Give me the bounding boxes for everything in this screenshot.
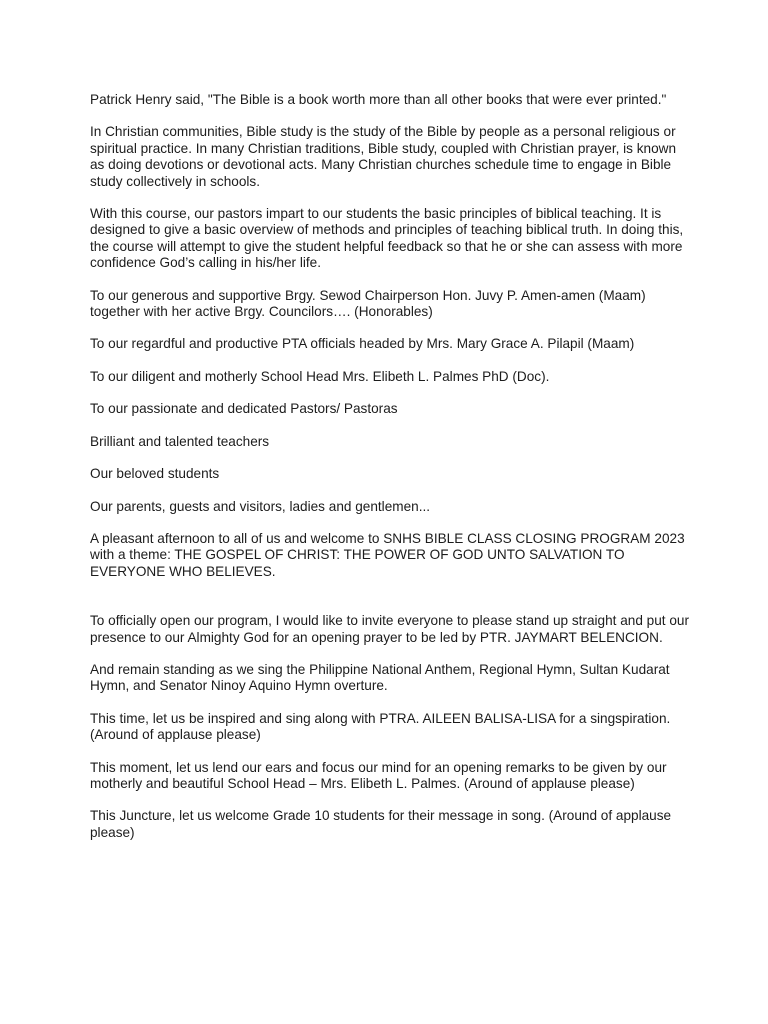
paragraph-quote: Patrick Henry said, "The Bible is a book worth more than all other books that were ever printed."	[90, 92, 667, 107]
paragraph-school-head-greeting: To our diligent and motherly School Head Mrs. Elibeth L. Palmes PhD (Doc).	[90, 368, 550, 384]
paragraph-opening-remarks: This moment, let us lend our ears and focus our mind for an opening remarks to be given by our motherly and beautiful School Head – Mrs. Elibeth L. Palmes. (Around of applause please)	[90, 759, 667, 791]
paragraph-guests-greeting: Our parents, guests and visitors, ladies and gentlemen...	[90, 498, 431, 514]
document-page	[90, 92, 690, 857]
paragraph-opening-prayer: To officially open our program, I would like to invite everyone to please stand up straight and put our presence to our Almighty God for an opening prayer to be led by PTR. JAYMART BELENCION.	[90, 613, 689, 645]
paragraph-students-greeting: Our beloved students	[90, 466, 220, 482]
paragraph-grade10-song: This Juncture, let us welcome Grade 10 students for their message in song. (Around of applause please)	[90, 808, 672, 840]
paragraph-anthem: And remain standing as we sing the Philippine National Anthem, Regional Hymn, Sultan Kudarat Hymn, and Senator Ninoy Aquino Hymn overture.	[90, 661, 670, 694]
paragraph-singspiration: This time, let us be inspired and sing along with PTRA. AILEEN BALISA-LISA for a singspiration. (Around of applause please)	[90, 710, 671, 743]
paragraph-welcome: A pleasant afternoon to all of us and welcome to SNHS BIBLE CLASS CLOSING PROGRAM 2023 with a theme: THE GOSPEL OF CHRIST: THE POWER OF GOD UNTO SALVATION TO EVERYONE WHO BELIEVES.	[90, 530, 685, 579]
paragraph-bible-study: In Christian communities, Bible study is the study of the Bible by people as a personal religious or spiritual practice. In many Christian traditions, Bible study, coupled with Christian prayer, is known as doing devotions or devotional acts. Many Christian churches schedule time to engage in Bible study collectively in schools.	[90, 124, 677, 189]
paragraph-pastors-greeting: To our passionate and dedicated Pastors/ Pastoras	[90, 401, 398, 417]
paragraph-teachers-greeting: Brilliant and talented teachers	[90, 433, 270, 449]
paragraph-course: With this course, our pastors impart to our students the basic principles of biblical teaching. It is designed to give a basic overview of methods and principles of teaching biblical truth. In doing this, the course will attempt to give the student helpful feedback so that he or she can assess with more confidence God’s calling in his/her life.	[90, 206, 684, 271]
paragraph-pta-greeting: To our regardful and productive PTA officials headed by Mrs. Mary Grace A. Pilapil (Maam)	[90, 336, 635, 352]
paragraph-brgy-greeting: To our generous and supportive Brgy. Sewod Chairperson Hon. Juvy P. Amen-amen (Maam) together with her active Brgy. Councilors…. (Honorables)	[90, 287, 646, 320]
